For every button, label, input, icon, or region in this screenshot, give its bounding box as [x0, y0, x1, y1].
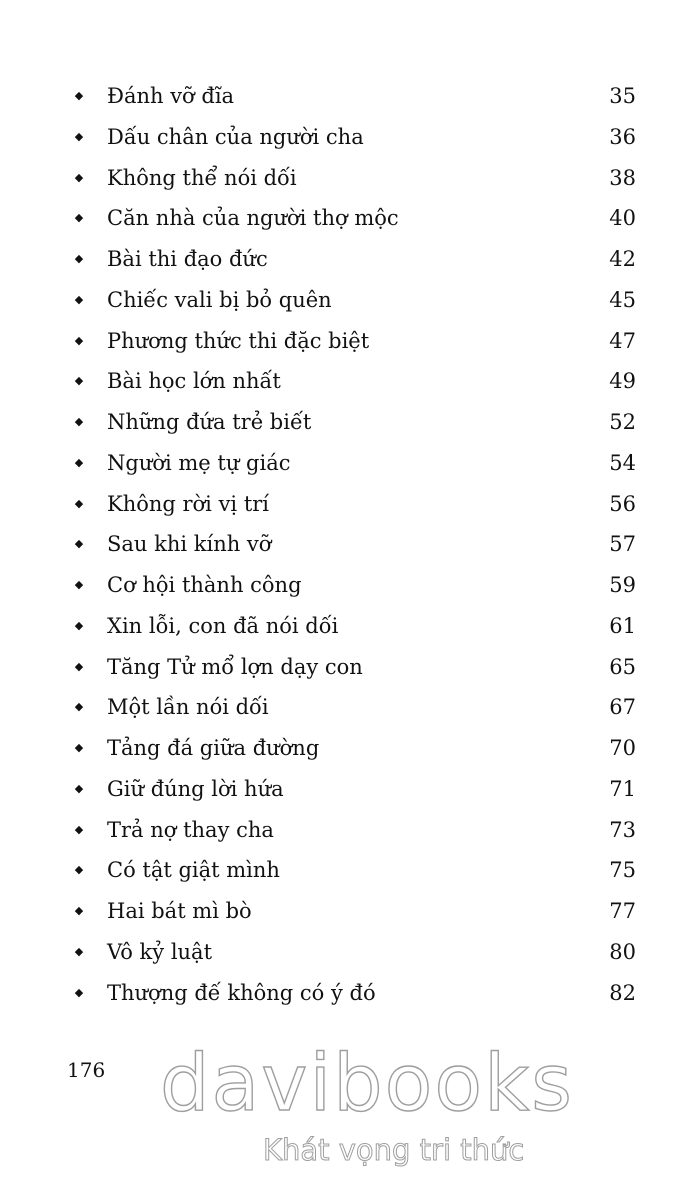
bullet-diamond-icon: ◆ [74, 129, 84, 143]
bullet-diamond-icon: ◆ [74, 170, 84, 184]
toc-entry-title: Những đứa trẻ biết [107, 410, 312, 434]
toc-entry-title: Thượng đế không có ý đó [107, 980, 376, 1005]
toc-entry [72, 936, 636, 968]
bullet-diamond-icon: ◆ [74, 944, 84, 958]
toc-entry [72, 406, 636, 438]
toc-entry-page: 36 [609, 124, 636, 149]
toc-entry [72, 854, 636, 886]
toc-entry [72, 202, 636, 234]
bullet-diamond-icon: ◆ [74, 252, 84, 265]
bullet-diamond-icon: ◆ [74, 863, 84, 877]
bullet-diamond-icon: ◆ [74, 89, 84, 102]
toc-entry-page: 73 [609, 817, 636, 842]
toc-entry-title: Vô kỷ luật [107, 939, 213, 964]
toc-entry-title: Một lần nói dối [107, 695, 269, 720]
bullet-diamond-icon: ◆ [74, 578, 84, 591]
toc-entry-page: 65 [609, 654, 636, 679]
bullet-diamond-icon: ◆ [74, 741, 84, 754]
toc-entry-title: Đánh vỡ đĩa [107, 84, 235, 108]
toc-entry [72, 814, 636, 846]
toc-entry-title: Bài học lớn nhất [107, 369, 281, 394]
toc-entry-page: 52 [609, 410, 636, 434]
toc-entry-title: Trả nợ thay cha [107, 817, 274, 842]
toc-entry-page: 54 [609, 450, 636, 475]
toc-entry-title: Không thể nói dối [107, 165, 297, 190]
watermark-tagline: Khát vọng tri thức [263, 1133, 525, 1167]
toc-entry-page: 49 [609, 369, 636, 394]
toc-entry-page: 67 [609, 695, 636, 720]
toc-entry [72, 80, 636, 112]
bullet-diamond-icon: ◆ [74, 211, 84, 225]
toc-entry-page: 77 [609, 899, 636, 923]
toc-entry [72, 325, 636, 357]
toc-entry [72, 977, 636, 1009]
bullet-diamond-icon: ◆ [74, 985, 84, 999]
toc-entry-page: 80 [609, 939, 636, 964]
toc-entry-title: Dấu chân của người cha [107, 124, 364, 149]
toc-entry-title: Tảng đá giữa đường [107, 736, 320, 760]
toc-entry-title: Phương thức thi đặc biệt [107, 328, 370, 353]
toc-entry-page: 38 [609, 165, 636, 190]
toc-entry-title: Chiếc vali bị bỏ quên [107, 287, 332, 312]
bullet-diamond-icon: ◆ [74, 618, 84, 632]
toc-entry-page: 47 [609, 328, 636, 353]
bullet-diamond-icon: ◆ [74, 659, 84, 673]
toc-entry-page: 82 [609, 980, 636, 1005]
bullet-diamond-icon: ◆ [74, 374, 84, 388]
bullet-diamond-icon: ◆ [74, 904, 84, 917]
toc-entry-page: 61 [609, 613, 636, 638]
toc-entry [72, 121, 636, 153]
toc-entry [72, 895, 636, 927]
toc-entry [72, 691, 636, 723]
toc-entry-title: Có tật giật mình [107, 858, 280, 883]
toc-entry-page: 35 [609, 84, 636, 108]
toc-entry-title: Giữ đúng lời hứa [107, 776, 284, 801]
toc-entry-page: 40 [609, 206, 636, 231]
toc-entry-title: Cơ hội thành công [107, 573, 302, 597]
watermark [160, 1038, 574, 1167]
toc-entry [72, 365, 636, 397]
toc-entry-page: 56 [609, 491, 636, 516]
toc-entry [72, 651, 636, 683]
toc-entry [72, 162, 636, 194]
bullet-diamond-icon: ◆ [74, 700, 84, 714]
toc-entry-page: 59 [609, 573, 636, 597]
toc-entry [72, 773, 636, 805]
toc-entry [72, 610, 636, 642]
toc-entry-page: 42 [609, 247, 636, 271]
bullet-diamond-icon: ◆ [74, 537, 84, 551]
bullet-diamond-icon: ◆ [74, 822, 84, 836]
toc-entry-title: Hai bát mì bò [107, 899, 252, 923]
bullet-diamond-icon: ◆ [74, 415, 84, 428]
toc-entry [72, 732, 636, 764]
toc-entry [72, 528, 636, 560]
toc-entry-title: Sau khi kính vỡ [107, 532, 272, 557]
bullet-diamond-icon: ◆ [74, 333, 84, 347]
toc-entry-title: Bài thi đạo đức [107, 247, 268, 271]
toc-entry-title: Xin lỗi, con đã nói dối [107, 613, 339, 638]
bullet-diamond-icon: ◆ [74, 455, 84, 469]
toc-entry-page: 57 [609, 532, 636, 557]
toc-entry-page: 71 [609, 776, 636, 801]
toc-entry-title: Không rời vị trí [107, 491, 270, 516]
toc-entry [72, 284, 636, 316]
toc-entry [72, 488, 636, 520]
toc-entry-page: 70 [609, 736, 636, 760]
toc-entry-page: 45 [609, 287, 636, 312]
toc-entry [72, 243, 636, 275]
bullet-diamond-icon: ◆ [74, 781, 84, 795]
toc-entry-page: 75 [609, 858, 636, 883]
toc-entry [72, 447, 636, 479]
toc-entry-title: Tăng Tử mổ lợn dạy con [107, 654, 363, 679]
toc-entry-title: Căn nhà của người thợ mộc [107, 206, 399, 231]
bullet-diamond-icon: ◆ [74, 292, 84, 306]
bullet-diamond-icon: ◆ [74, 496, 84, 510]
toc-entry-title: Người mẹ tự giác [107, 450, 291, 475]
watermark-logo: davibooks [160, 1039, 574, 1129]
toc-entry [72, 569, 636, 601]
page-number: 176 [67, 1058, 106, 1082]
